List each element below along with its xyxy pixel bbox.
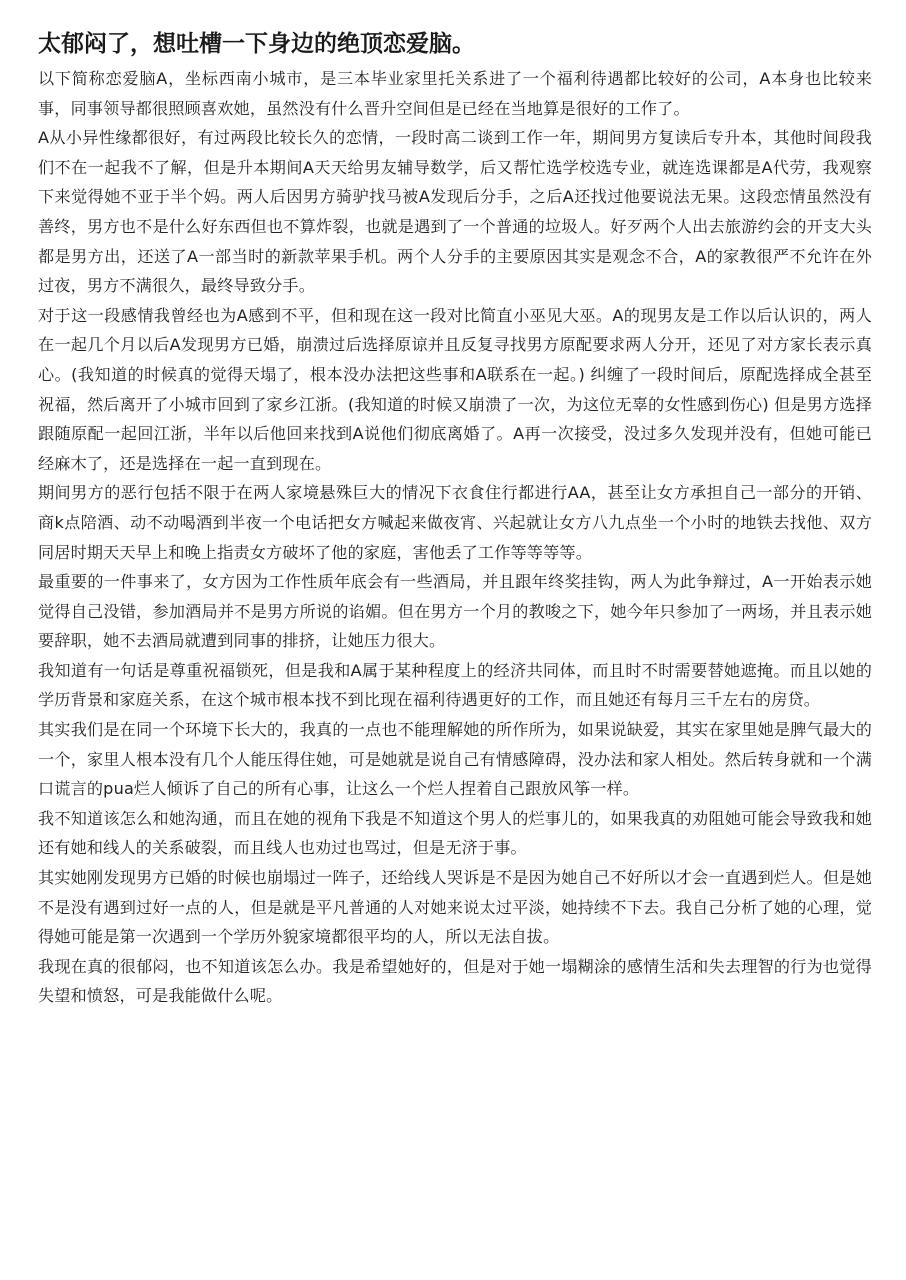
post-title: 太郁闷了，想吐槽一下身边的绝顶恋爱脑。	[38, 31, 475, 57]
paragraph-9: 其实她刚发现男方已婚的时候也崩塌过一阵子，还给线人哭诉是不是因为她自己不好所以才会一直遇到烂人。但是她不是没有遇到过好一点的人，但是就是平凡普通的人对她来说太过平淡，她持续不下去。我自己分析了她的心理，觉得她可能是第一次遇到一个学历外貌家境都很平均的人，所以无法自拔。	[38, 868, 872, 947]
paragraph-6: 我知道有一句话是尊重祝福锁死，但是我和A属于某种程度上的经济共同体，而且时不时需要替她遮掩。而且以她的学历背景和家庭关系，在这个城市根本找不到比现在福利待遇更好的工作，而且她还有每月三千左右的房贷。	[38, 660, 872, 710]
paragraph-10: 我现在真的很郁闷，也不知道该怎么办。我是希望她好的，但是对于她一塌糊涂的感情生活和失去理智的行为也觉得失望和愤怒，可是我能做什么呢。	[38, 956, 872, 1006]
paragraph-4: 期间男方的恶行包括不限于在两人家境悬殊巨大的情况下衣食住行都进行AA，甚至让女方承担自己一部分的开销、商k点陪酒、动不动喝酒到半夜一个电话把女方喊起来做夜宵、兴起就让女方八九点坐一个小时的地铁去找他、双方同居时期天天早上和晚上指责女方破坏了他的家庭，害他丢了工作等等等等。	[38, 483, 872, 562]
paragraph-5: 最重要的一件事来了，女方因为工作性质年底会有一些酒局，并且跟年终奖挂钩，两人为此争辩过，A一开始表示她觉得自己没错，参加酒局并不是男方所说的谄媚。但在男方一个月的教唆之下，她今年只参加了一两场，并且表示她要辞职，她不去酒局就遭到同事的排挤，让她压力很大。	[38, 572, 872, 651]
post-article	[38, 26, 872, 1011]
paragraph-7: 其实我们是在同一个环境下长大的，我真的一点也不能理解她的所作所为，如果说缺爱，其实在家里她是脾气最大的一个，家里人根本没有几个人能压得住她，可是她就是说自己有情感障碍，没办法和家人相处。然后转身就和一个满口谎言的pua烂人倾诉了自己的所有心事，让这么一个烂人捏着自己跟放风筝一样。	[38, 720, 872, 799]
paragraph-2: A从小异性缘都很好，有过两段比较长久的恋情，一段时高二谈到工作一年，期间男方复读后专升本，其他时间段我们不在一起我不了解，但是升本期间A天天给男友辅导数学，后又帮忙选学校选专业，就连选课都是A代劳，我观察下来觉得她不亚于半个妈。两人后因男方骑驴找马被A发现后分手，之后A还找过他要说法无果。这段恋情虽然没有善终，男方也不是什么好东西但也不算炸裂，也就是遇到了一个普通的垃圾人。好歹两个人出去旅游约会的开支大头都是男方出，还送了A一部当时的新款苹果手机。两个人分手的主要原因其实是观念不合，A的家教很严不允许在外过夜，男方不满很久，最终导致分手。	[38, 128, 872, 296]
paragraph-8: 我不知道该怎么和她沟通，而且在她的视角下我是不知道这个男人的烂事儿的，如果我真的劝阻她可能会导致我和她还有她和线人的关系破裂，而且线人也劝过也骂过，但是无济于事。	[38, 808, 872, 858]
paragraph-3: 对于这一段感情我曾经也为A感到不平，但和现在这一段对比简直小巫见大巫。A的现男友是工作以后认识的，两人在一起几个月以后A发现男方已婚，崩溃过后选择原谅并且反复寻找男方原配要求两人分开，还见了对方家长表示真心。(我知道的时候真的觉得天塌了，根本没办法把这些事和A联系在一起。) 纠缠了一段时间后，原配选择成全甚至祝福，然后离开了小城市回到了家乡江浙。(我知道的时候又崩溃了一次，为这位无辜的女性感到伤心) 但是男方选择跟随原配一起回江浙，半年以后他回来找到A说他们彻底离婚了。A再一次接受，没过多久发现并没有，但她可能已经麻木了，还是选择在一起一直到现在。	[38, 305, 872, 473]
paragraph-1: 以下简称恋爱脑A，坐标西南小城市，是三本毕业家里托关系进了一个福利待遇都比较好的公司，A本身也比较来事，同事领导都很照顾喜欢她，虽然没有什么晋升空间但是已经在当地算是很好的工作了。	[38, 69, 872, 118]
